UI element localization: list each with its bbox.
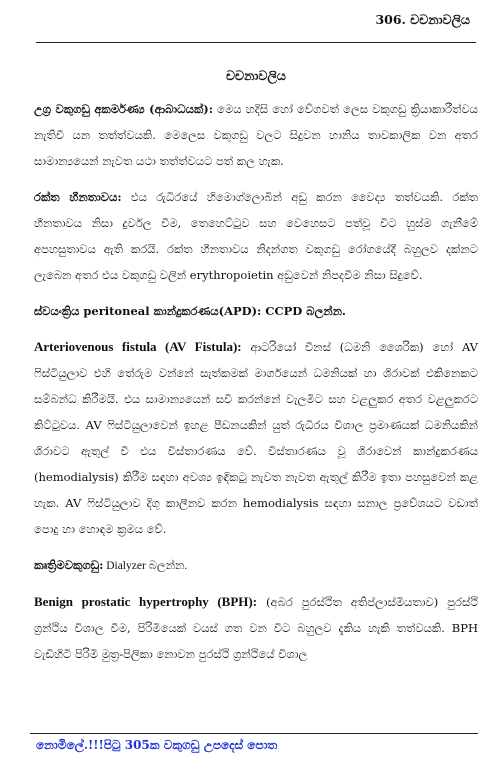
glossary-entry: [34, 184, 478, 288]
entry-definition: එය රුධිරයේ හිමොග්ලොබින් අඩු කරන වෛද්‍ය තත්වයකි. රක්ත හීනතාවය නිසා දුර්වල වීම, තෙහෙට්ටුව සහ වෙහෙසට පත්වූ විට හුස්ම ගැනීමේ අපහසුතාවය ඇති කරයි. රක්ත හීනතාවය නිදන්ගත වකුගඩු රෝගයේදී බහුලව දක්නට ලැබෙන අතර එය වකුගඩු වලින් erythropoietin අඩුවෙන් නිපදවීම නිසා සිදුවේ.: [34, 190, 478, 282]
page-footer: නොමිලේ.!!!පිටු 305ක වකුගඩු උපදෙස් පොත: [36, 738, 278, 752]
glossary-entry: [34, 552, 478, 579]
entry-definition: ආටරියෝ වීනස් (ධමනි ශෛරික) හෝ AV ෆිස්ටියුලාව එහි තේරුම වන්නේ සැත්කමක් මාර්ගයෙන් ධමනියක් හා ශිරාවක් එකිනෙකට සම්බන්ධ කිරීමයි. එය සාමාන්‍යයෙන් සවි කරන්නේ වැලමිට සහ වළලුකර අතර වළලුකරට කිට්ටුවය. AV ෆිස්ටියුලාවෙන් ඉහළ පීඩනයකින් යුත් රුධිරය විශාල ප්‍රමාණයක් ධමනියකින් ශිරාවට ඇතුල් වී එය විස්තාරණය වේ. විස්තාරණය වූ ශිරාවෙන් කාන්දුකරණය (hemodialysis) කිරීම සඳහා අවශ්‍ය ඉඳිකටු නැවත නැවත ඇතුල් කිරීම ඉතා පහසුවෙන් කළ හැක. AV ෆිස්ටියුලාව දිගු කාලීනව කරන hemodialysis සඳහා සනාල ප්‍රවේශයට වඩාත් පොදු හා හොඳම ක්‍රමය වේ.: [34, 340, 478, 536]
entry-term: රක්ත හීනතාවය:: [34, 190, 122, 204]
page-body: [34, 60, 478, 677]
glossary-entry: [34, 589, 478, 667]
entry-term: Benign prostatic hypertrophy (BPH):: [34, 594, 258, 609]
entry-term: උග්‍ර වකුගඩු අකර්මණ්‍ය (ආබාධයක්):: [34, 102, 213, 116]
running-header: 306. චචනාවලිය: [375, 12, 470, 27]
entry-term: කෘත්‍රිමවකුගඩු:: [34, 558, 104, 572]
entry-cross-reference: Dialyzer බලන්න.: [103, 560, 188, 572]
entry-definition: (අබර පුරස්ථිත අතිප්ලාස්මියතාව) පුරස්ථි ග්‍රන්ථිය විශාල වීම, පිරිමියෙක් වයස් ගත වන විට බහුලව දැකිය හැකි තත්වයකි. BPH වැඩිහිටි පිරිමි මුත්‍ර-පිලිකා නොවන පුරස්ථි ග්‍රන්ථියේ විශාල: [34, 595, 478, 661]
section-title: චචනාවලිය: [226, 68, 286, 83]
entry-definition: මෙය හදිසි හෝ වේගවත් ලෙස වකුගඩු ක්‍රියාකාරීත්වය නැතිවී යන තත්ත්වයකි. මෙලෙස වකුගඩු වලට සිදුවන හානිය තාවකාලික වන අතර සාමාන්‍යයෙන් නැවත යථා තත්ත්වයට පත් කල හැක.: [34, 102, 478, 168]
entry-term: Arteriovenous fistula (AV Fistula):: [34, 339, 242, 354]
glossary-entry: [34, 96, 478, 174]
glossary-entry: [34, 298, 478, 324]
glossary-entry: [34, 334, 478, 542]
header-divider: [36, 42, 476, 43]
footer-divider: [30, 733, 478, 734]
entry-term: ස්වයංක්‍රිය peritoneal කාන්දුකරණය(APD): CCPD බලන්න.: [34, 304, 346, 318]
